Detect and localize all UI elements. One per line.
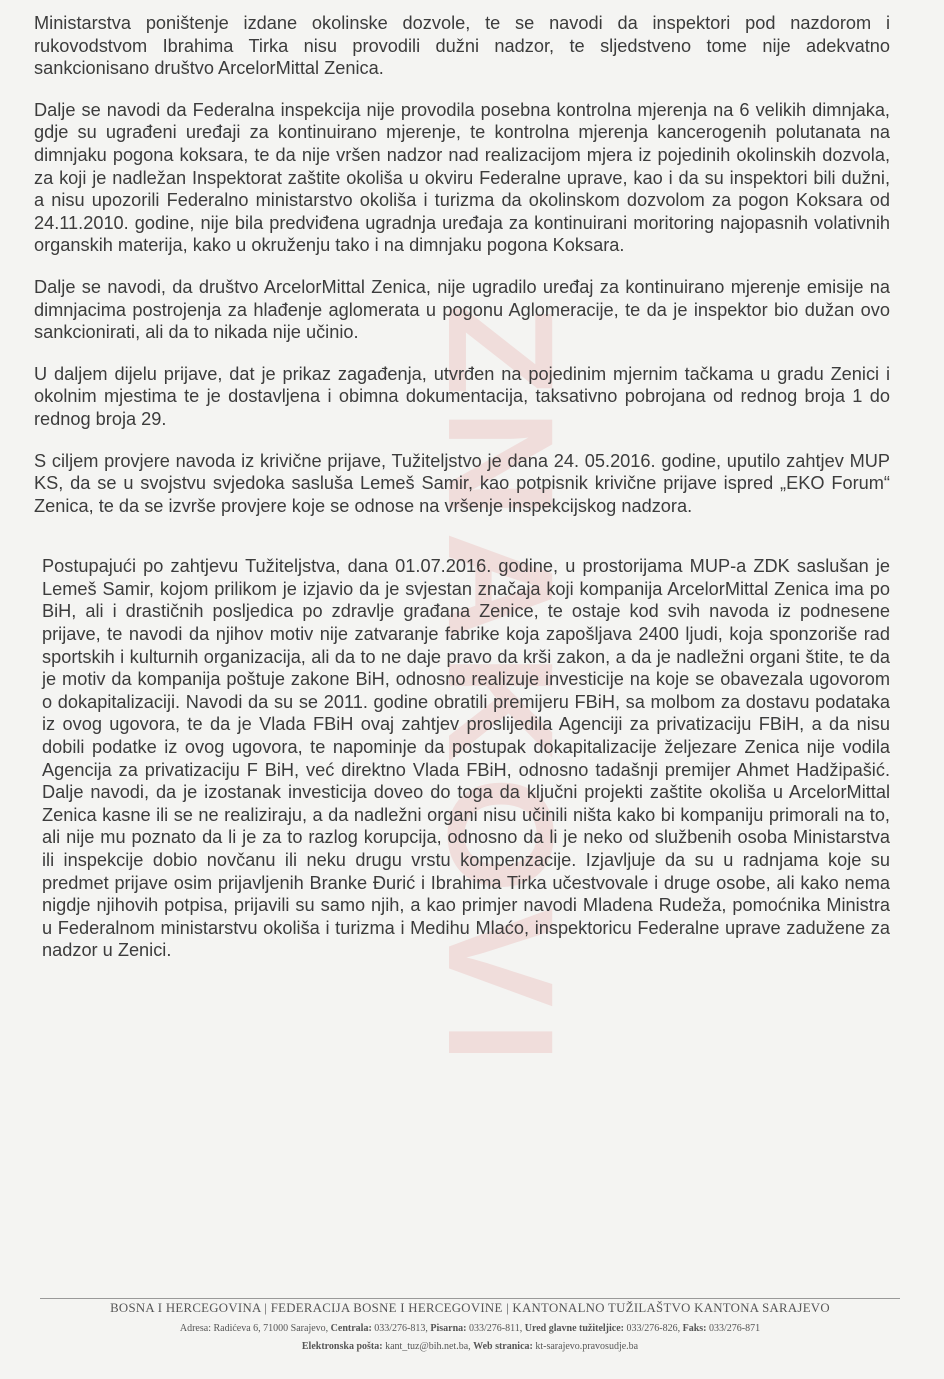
paragraph-6: Postupajući po zahtjevu Tužiteljstva, dana 01.07.2016. godine, u prostorijama MUP-a ZDK saslušan je Lemeš Samir, kojom prilikom je izjavio da je svjestan značaja koji kompanija ArcelorMittal Zenica ima po BiH, ali i drastičnih posljedica po zdravlje građana Zenice, te ostaje kod svih navoda iz podnesene prijave, te navodi da njihov motiv nije zatvaranje fabrike koja zapošljava 2400 ljudi, koja sponzoriše rad sportskih i kulturnih organizacija, ali da to ne daje pravo da krši zakon, a da je nadležni organi štite, te da je motiv da kompanija poštuje zakone BiH, odnosno realizuje investicije na koje se obavezala ugovorom o dokapitalizaciji. Navodi da su se 2011. godine obratili premijeru FBiH, sa molbom za dostavu podataka iz ovog ugovora, te da je Vlada FBiH ovaj zahtjev proslijedila Agenciji za privatizaciju FBiH, a da nisu dobili podatke iz ovog ugovora, te napominje da postupak dokapitalizacije željezare Zenica nije vodila Agencija za privatizaciju F BiH, već direktno Vlada FBiH, odnosno tadašnji premijer Ahmet Hadžipašić. Dalje navodi, da je izostanak investicija doveo do toga da ključni projekti zaštite okoliša u ArcelorMittal Zenica kasne ili se ne realiziraju, a da nadležni organi nisu učinili ništa kako bi kompaniju primorali na to, ali nije mu poznato da li je za to razlog korupcija, odnosno da li je neko od službenih osoba Ministarstva ili inspekcije dobio novčanu ili neku drugu vrstu kompenzacije. Izjavljuje da su u radnjama koje su predmet prijave osim prijavljenih Branke Đurić i Ibrahima Tirka učestvovale i druge osobe, ali kako nema nigdje njihovih potpisa, prijavili su samo njih, a kao primjer navodi Mladena Rudeža, pomoćnika Ministra u Federalnom ministarstvu okoliša i turizma i Medihu Mlaćo, inspektoricu Federalne uprave zadužene za nadzor u Zenici.	[42, 556, 890, 961]
registry-label: Pisarna:	[430, 1323, 467, 1334]
chief-office-value: 033/276-826,	[626, 1323, 681, 1334]
paragraph-5: S ciljem provjere navoda iz krivične prijave, Tužiteljstvo je dana 24. 05.2016. godine, uputilo zahtjev MUP KS, da se u svojstvu svjedoka sasluša Lemeš Samir, kao potpisnik krivične prijave ispred „EKO Forum“ Zenica, te da se izvrše provjere koje se odnose na vršenje inspekcijskog nadzora.	[34, 450, 890, 516]
email-link[interactable]: kant_tuz@bih.net.ba,	[385, 1341, 471, 1352]
letterhead-footer	[40, 1298, 900, 1356]
fax-value: 033/276-871	[709, 1323, 761, 1334]
address-label: Adresa:	[179, 1323, 211, 1334]
address-value: Radićeva 6, 71000 Sarajevo,	[213, 1323, 329, 1334]
fax-label: Faks:	[682, 1323, 707, 1334]
web-link[interactable]: kt-sarajevo.pravosudje.ba	[535, 1341, 639, 1352]
footer-contact-line	[40, 1320, 900, 1338]
paragraph-2: Dalje se navodi da Federalna inspekcija nije provodila posebna kontrolna mjerenja na 6 velikih dimnjaka, gdje su ugrađeni uređaji za kontinuirano mjerenje, te kontrolna mjerenja kancerogenih polutanata na dimnjaku pogona koksara, te da nije vršen nadzor nad realizacijom mjera iz pojedinih okolinskih dozvola, za koji je nadležan Inspektorat zaštite okoliša u okviru Federalne uprave, kao i da su inspektori bili dužni, a nisu upozorili Federalno ministarstvo okoliša i turizma da okolinskom dozvolom za pogon Koksara od 24.11.2010. godine, nije bila predviđena ugradnja uređaja za kontinuirani moritoring najopasnih volativnih organskih materija, kako u okruženju tako i na dimnjaku pogona Koksara.	[34, 99, 890, 256]
watermark-text: ZNAKOVI	[416, 303, 585, 1077]
paragraph-4: U daljem dijelu prijave, dat je prikaz zagađenja, utvrđen na pojedinim mjernim tačkama u gradu Zenici i okolnim mjestima te je dostavljena i obimna dokumentacija, taksativno pobrojana od rednog broja 1 do rednog broja 29.	[34, 363, 890, 429]
central-value: 033/276-813,	[374, 1323, 428, 1334]
chief-office-label: Ured glavne tužiteljice:	[524, 1323, 624, 1334]
web-label: Web stranica:	[473, 1341, 533, 1352]
document-body	[34, 12, 890, 981]
paragraph-3: Dalje se navodi, da društvo ArcelorMittal Zenica, nije ugradilo uređaj za kontinuirano mjerenje emisije na dimnjacima postrojenja za hlađenje aglomerata u pogonu Aglomeracije, te da je inspektor bio dužan ovo sankcionirati, ali da to nikada nije učinio.	[34, 276, 890, 343]
email-label: Elektronska pošta:	[301, 1341, 383, 1352]
paragraph-1: Ministarstva poništenje izdane okolinske dozvole, te se navodi da inspektori pod nazdorom i rukovodstvom Ibrahima Tirka nisu provodili dužni nadzor, te sljedstveno tome nije adekvatno sankcionisano društvo ArcelorMittal Zenica.	[34, 13, 890, 79]
registry-value: 033/276-811,	[469, 1323, 523, 1334]
central-label: Centrala:	[330, 1323, 372, 1334]
footer-web-line	[40, 1338, 900, 1356]
footer-institution: BOSNA I HERCEGOVINA | FEDERACIJA BOSNE I HERCEGOVINE | KANTONALNO TUŽILAŠTVO KANTONA SARAJEVO	[40, 1298, 900, 1316]
